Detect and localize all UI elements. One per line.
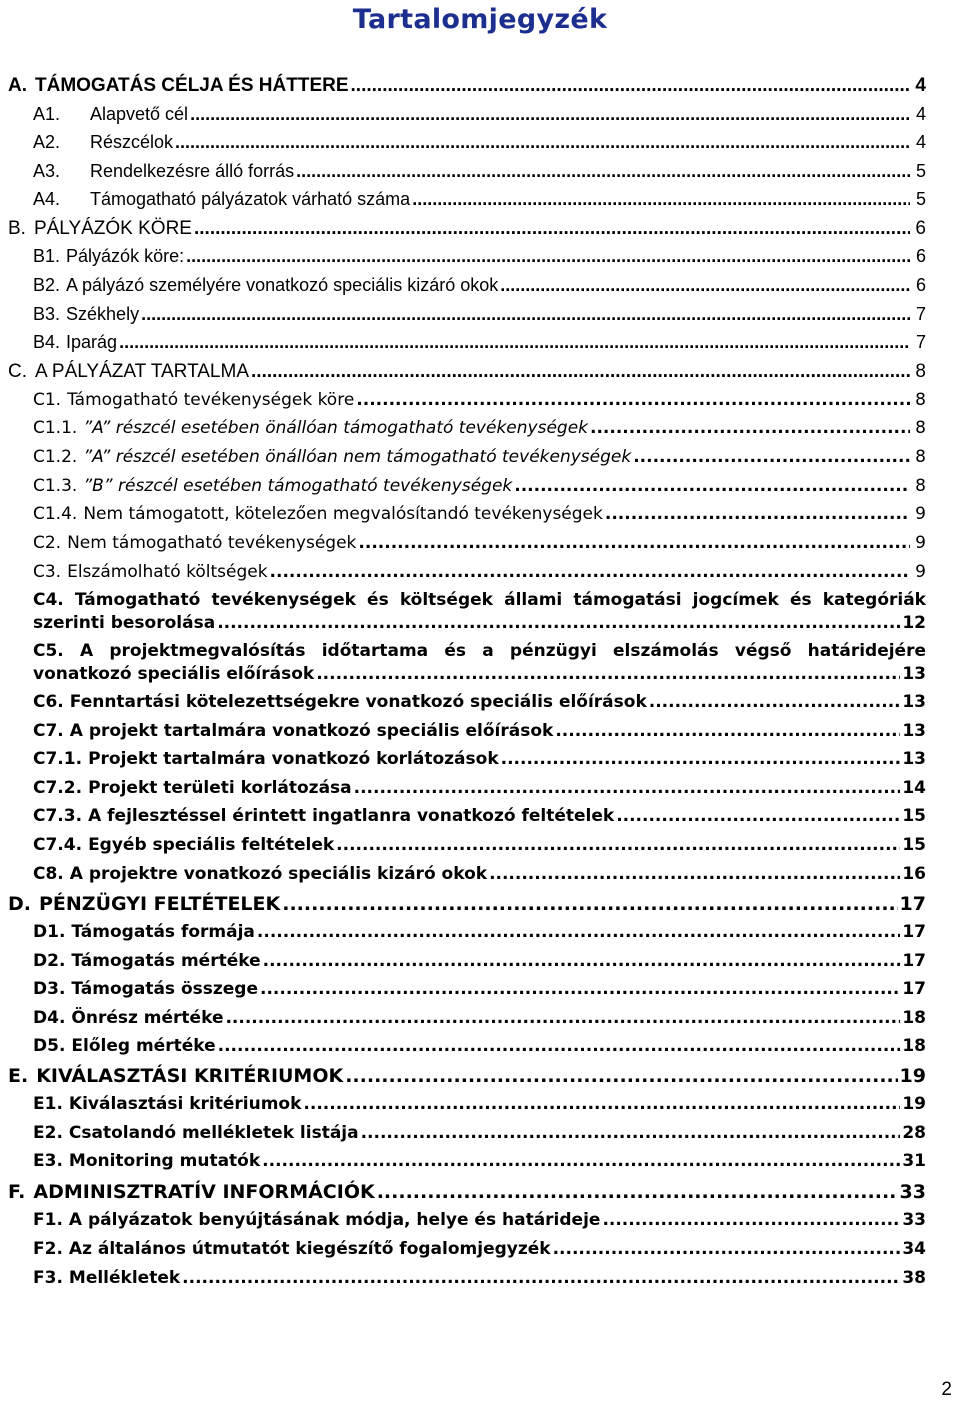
toc-entry[interactable] [33,476,926,500]
dot-leader [351,75,910,97]
toc-entry-page: 19 [899,1065,926,1087]
toc-entry-code: C6. [33,692,64,712]
toc-entry-page: 8 [915,418,926,438]
toc-entry-title: ”A” részcél esetében önállóan támogatható tevékenységek [83,418,588,438]
toc-entry-title: KIVÁLASZTÁSI KRITÉRIUMOK [36,1065,344,1087]
toc-entry-title: Támogatás mértéke [71,951,261,971]
toc-entry-code: E3. [33,1151,63,1171]
toc-entry-title: PÉNZÜGYI FELTÉTELEK [39,893,281,915]
toc-entry[interactable] [33,721,926,745]
dot-leader [225,1008,900,1028]
toc-entry-code: C2. [33,533,62,553]
toc-entry[interactable] [33,778,926,802]
dot-leader [186,246,910,267]
toc-entry-title: Pályázók köre: [66,246,185,266]
toc-entry-word: állami [504,590,563,610]
dot-leader [590,418,910,438]
toc-entry[interactable] [8,218,926,242]
toc-entry-page: 13 [902,692,926,712]
toc-entry-word: végső [734,641,792,661]
toc-entry-page: 34 [902,1239,926,1259]
toc-entry[interactable] [33,979,926,1003]
dot-leader [358,533,910,553]
dot-leader [182,1268,900,1288]
toc-entry[interactable] [33,806,926,830]
toc-entry-title: Alapvető cél [90,104,189,124]
toc-entry-title: ”A” részcél esetében önállóan nem támogatható tevékenységek [83,447,632,467]
dot-leader [190,104,910,125]
toc-entry[interactable] [33,533,926,557]
toc-entry-word: elszámolás [613,641,719,661]
toc-entry-code: D2. [33,951,66,971]
toc-entry-page: 9 [915,533,926,553]
toc-entry[interactable] [33,951,926,975]
dot-leader [263,951,901,971]
dot-leader [602,1210,900,1230]
toc-entry-title: Nem támogatott, kötelezően megvalósítandó tevékenységek [83,504,603,524]
toc-entry-code: C3. [33,562,62,582]
toc-entry-code: B3. [33,304,61,324]
toc-entry-title: A projekt tartalmára vonatkozó speciális előírások [69,721,554,741]
toc-entry-code: F3. [33,1268,63,1288]
toc-entry[interactable] [33,864,926,888]
dot-leader [553,1239,901,1259]
toc-entry-line2: vonatkozó speciális előírások [33,664,315,684]
toc-entry-title: ”B” részcél esetében támogatható tevékenységek [83,476,513,496]
toc-entry-code: A. [8,75,27,96]
toc-entry[interactable] [33,189,926,213]
toc-entry[interactable] [33,1008,926,1032]
toc-entry-code: D. [8,893,31,915]
toc-entry-code: F1. [33,1210,63,1230]
toc-entry[interactable] [33,562,926,586]
toc-entry[interactable] [33,1094,926,1118]
dot-leader [354,778,901,798]
toc-entry-title: Székhely [66,304,140,324]
toc-entry-page: 15 [902,835,926,855]
dot-leader [303,1094,900,1114]
toc-entry-code: C1.4. [33,504,78,524]
toc-entry-code: C7.1. [33,749,83,769]
toc-entry-code: C1. [33,390,62,410]
dot-leader [345,1065,897,1087]
toc-entry-page: 6 [915,218,926,239]
toc-entry[interactable] [33,390,926,414]
toc-entry-code: C. [8,361,27,382]
toc-entry-title: A pályázó személyére vonatkozó speciális kizáró okok [66,275,499,295]
toc-entry-page: 6 [915,246,926,266]
toc-entry[interactable] [33,1239,926,1263]
toc-entry-page: 8 [915,476,926,496]
dot-leader [356,390,910,410]
toc-entry-code: E2. [33,1123,63,1143]
toc-entry-title: TÁMOGATÁS CÉLJA ÉS HÁTTERE [35,75,349,96]
toc-entry-page: 13 [902,721,926,741]
toc-entry-title: Önrész mértéke [71,1008,224,1028]
toc-entry-title: Támogatás összege [71,979,258,999]
toc-entry-title: Kiválasztási kritériumok [68,1094,302,1114]
toc-entry-code: C1.3. [33,476,78,496]
toc-entry-title: Monitoring mutatók [68,1151,261,1171]
toc-entry[interactable] [33,132,926,156]
toc-entry-page: 5 [915,189,926,209]
dot-leader [296,161,910,182]
toc-entry-word: időtartama [321,641,429,661]
toc-entry-page: 31 [902,1151,926,1171]
toc-entry-page: 4 [915,132,926,152]
toc-entry[interactable] [33,447,926,471]
toc-entry[interactable] [33,692,926,716]
toc-entry-word: költségek [399,590,493,610]
dot-leader [282,893,897,915]
dot-leader [251,361,910,383]
toc-entry-word: Támogatható [74,590,201,610]
toc-entry[interactable] [33,418,926,442]
dot-leader [514,476,910,496]
toc-entry[interactable] [33,641,926,684]
toc-entry-code: E1. [33,1094,63,1114]
dot-leader [141,304,910,325]
toc-entry-page: 16 [902,864,926,884]
toc-entry[interactable] [33,161,926,185]
toc-entry-page: 18 [902,1008,926,1028]
toc-entry-code: F2. [33,1239,63,1259]
toc-entry-word: pénzügyi [509,641,597,661]
toc-entry-code: B2. [33,275,61,295]
toc-entry-page: 4 [915,75,926,96]
toc-entry-title: Mellékletek [68,1268,181,1288]
toc-entry-code: F. [8,1181,26,1203]
toc-entry-code: B. [8,218,26,239]
toc-entry-page: 7 [915,332,926,352]
toc-entry-word: projektmegvalósítás [109,641,306,661]
toc-entry-code: C5. [33,641,64,661]
toc-entry[interactable] [33,922,926,946]
toc-entry[interactable] [33,1210,926,1234]
toc-entry-code: C7.4. [33,835,83,855]
toc-entry-code: E. [8,1065,29,1087]
dot-leader [217,613,900,633]
toc-entry-title: A fejlesztéssel érintett ingatlanra vonatkozó feltételek [88,806,615,826]
toc-entry-code: A4. [33,189,61,209]
toc-entry[interactable] [33,275,926,299]
dot-leader [316,664,900,684]
toc-entry-word: határidejére [807,641,926,661]
toc-entry[interactable] [33,1123,926,1147]
toc-entry-code: C1.1. [33,418,78,438]
toc-entry-title: Rendelkezésre álló forrás [90,161,295,181]
toc-entry-title: Nem támogatható tevékenységek [67,533,357,553]
dot-leader [412,189,910,210]
toc-entry-title: Elszámolható költségek [67,562,268,582]
toc-entry[interactable] [33,749,926,773]
toc-entry-page: 9 [915,504,926,524]
toc-entry-word: tevékenységek [211,590,356,610]
toc-entry-title: Támogatható pályázatok várható száma [90,189,411,209]
page-number: 2 [941,1379,952,1400]
toc-entry[interactable] [33,304,926,328]
dot-leader [377,1181,898,1203]
dot-leader [361,1123,901,1143]
toc-entry[interactable] [33,332,926,356]
toc-entry-page: 33 [902,1210,926,1230]
toc-entry-title: Csatolandó mellékletek listája [68,1123,359,1143]
toc-entry-page: 13 [902,664,926,684]
toc-entry-code: C7.2. [33,778,83,798]
toc-entry-word: kategóriák [822,590,926,610]
toc-entry-line2: szerinti besorolása [33,613,216,633]
toc-entry-title: Projekt tartalmára vonatkozó korlátozások [88,749,499,769]
dot-leader [175,132,910,153]
dot-leader [336,835,900,855]
toc-entry[interactable] [33,1151,926,1175]
toc-entry-page: 8 [915,390,926,410]
toc-entry-title: Projekt területi korlátozása [88,778,352,798]
toc-entry-page: 15 [902,806,926,826]
toc-entry[interactable] [8,1065,926,1089]
toc-entry-page: 7 [915,304,926,324]
toc-entry-code: C8. [33,864,64,884]
toc-entry-page: 4 [915,104,926,124]
dot-leader [501,749,901,769]
toc-entry-title: Támogatás formája [71,922,255,942]
toc-entry-code: C7. [33,721,64,741]
page-title: Tartalomjegyzék [352,4,608,35]
toc-entry-code: B1. [33,246,61,266]
dot-leader [633,447,910,467]
toc-entry-page: 8 [915,447,926,467]
toc-entry-title: ADMINISZTRATÍV INFORMÁCIÓK [33,1181,375,1203]
toc-entry-title: Részcélok [90,132,174,152]
toc-entry-title: Az általános útmutatót kiegészítő fogalomjegyzék [68,1239,551,1259]
toc-entry-code: D5. [33,1036,66,1056]
toc-entry-code: C7.3. [33,806,83,826]
toc-entry-code: A3. [33,161,61,181]
toc-entry[interactable] [33,835,926,859]
dot-leader [194,218,910,240]
toc-entry-page: 6 [915,275,926,295]
dot-leader [218,1036,901,1056]
dot-leader [555,721,900,741]
toc-entry-word: és [789,590,812,610]
toc-entry[interactable] [33,104,926,128]
toc-entry-word: a [482,641,494,661]
toc-entry-page: 8 [915,361,926,382]
dot-leader [257,922,900,942]
toc-entry-code: D1. [33,922,66,942]
toc-entry-page: 18 [902,1036,926,1056]
toc-entry[interactable] [33,246,926,270]
toc-entry-title: Fenntartási kötelezettségekre vonatkozó speciális előírások [69,692,647,712]
toc-entry-title: Egyéb speciális feltételek [88,835,335,855]
toc-entry-page: 38 [902,1268,926,1288]
toc-entry-page: 14 [902,778,926,798]
toc-entry-title: Előleg mértéke [71,1036,216,1056]
dot-leader [489,864,900,884]
toc-entry-word: támogatási [573,590,682,610]
toc-entry-title: A PÁLYÁZAT TARTALMA [35,361,250,382]
toc-entry-code: D3. [33,979,66,999]
toc-entry-code: C1.2. [33,447,78,467]
toc-entry-line1 [33,590,926,610]
toc-entry-page: 17 [902,951,926,971]
toc-entry-title: Támogatható tevékenységek köre [67,390,355,410]
toc-entry-title: Iparág [66,332,118,352]
toc-entry-title: PÁLYÁZÓK KÖRE [33,218,192,239]
toc-entry-page: 12 [902,613,926,633]
toc-entry-code: B4. [33,332,61,352]
toc-entry-code: A2. [33,132,61,152]
toc-entry-page: 28 [902,1123,926,1143]
toc-entry-page: 9 [915,562,926,582]
toc-entry-page: 5 [915,161,926,181]
toc-entry-page: 17 [902,922,926,942]
toc-entry-page: 19 [902,1094,926,1114]
toc-entry-title: A projektre vonatkozó speciális kizáró okok [69,864,488,884]
toc-entry-word: A [79,641,94,661]
toc-entry[interactable] [8,893,926,917]
dot-leader [649,692,901,712]
toc-entry[interactable] [33,590,926,633]
toc-entry-word: jogcímek [692,590,779,610]
toc-entry[interactable] [33,1036,926,1060]
dot-leader [616,806,900,826]
toc-entry-page: 17 [902,979,926,999]
dot-leader [119,332,910,353]
dot-leader [262,1151,900,1171]
toc-entry[interactable] [8,361,926,385]
toc-entry-code: A1. [33,104,61,124]
dot-leader [605,504,910,524]
dot-leader [270,562,910,582]
toc-entry[interactable] [8,75,926,99]
toc-entry-code: C4. [33,590,64,610]
toc-entry-word: és [444,641,467,661]
dot-leader [500,275,910,296]
toc-entry[interactable] [33,1268,926,1292]
toc-entry-page: 13 [902,749,926,769]
toc-entry-code: D4. [33,1008,66,1028]
toc-entry-page: 33 [899,1181,926,1203]
toc-entry-title: A pályázatok benyújtásának módja, helye és határideje [68,1210,601,1230]
toc-entry-line1 [33,641,926,661]
toc-entry-word: és [367,590,389,610]
toc-entry[interactable] [8,1181,926,1205]
dot-leader [260,979,900,999]
toc-entry[interactable] [33,504,926,528]
toc-entry-page: 17 [899,893,926,915]
